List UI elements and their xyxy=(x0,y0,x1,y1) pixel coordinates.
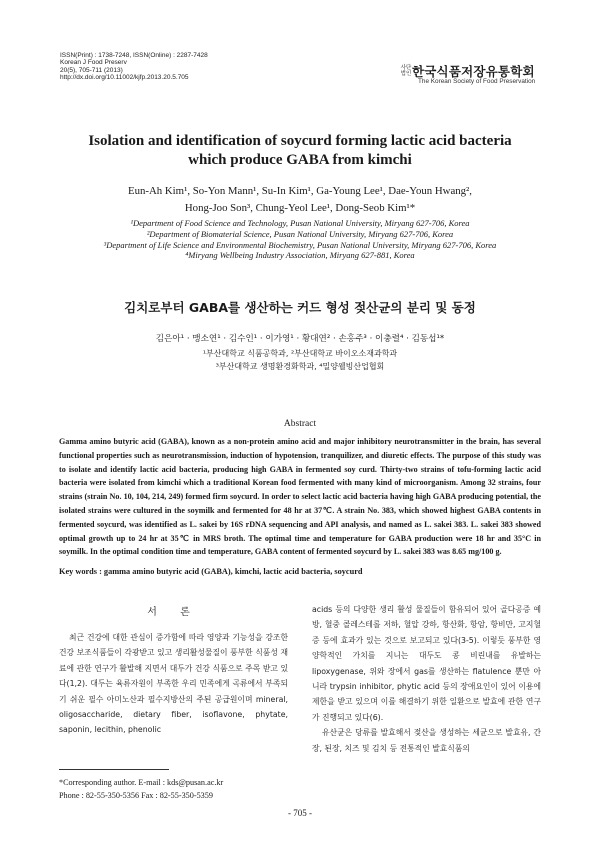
volume-line: 20(5), 705-711 (2013) xyxy=(60,66,123,74)
corresponding-phone: Phone : 82-55-350-5356 Fax : 82-55-350-5359 xyxy=(59,791,213,800)
intro-paragraph-1-cont: acids 등의 다양한 생리 활성 물질들이 함유되어 있어 골다공증 예방, 혈중 콜레스테롤 저하, 혈압 강하, 항산화, 항암, 항비만, 고지혈증 등에 효과가 있는 것으로 보고되고 있다(3-5). 이렇듯 풍부한 영양학적인 가치를 지니는 대두도 콩 비린내를 유발하는 lipoxygenase, 위와 장에서 gas를 생산하는 flatulence 뿐만 아니라 trypsin inhibitor, phytic acid 등의 장애요인이 있어 이용에 제한을 받고 있으며 이를 해결하기 위한 일환으로 발효에 관한 연구가 진행되고 있다(6). xyxy=(312,605,541,722)
intro-right-column xyxy=(312,602,541,756)
society-name-ko: 한국식품저장유통학회 xyxy=(412,64,535,79)
intro-paragraph-1: 최근 건강에 대한 관심이 증가함에 따라 영양과 기능성을 강조한 건강 보조식품들이 각광받고 있고 생리활성물질이 풍부한 식품성 재료에 관한 연구가 활발해 지면서 대두가 건강 식품으로 주목 받고 있다(1,2). 대두는 육류자원이 부족한 우리 민족에게 곡류에서 부족되기 쉬운 필수 아미노산과 필수지방산의 주된 공급원이며 mineral, oligosaccharide, dietary fiber, isoflavone, phytate, saponin, lecithin, phenolic xyxy=(59,633,288,735)
korean-authors: 김은아¹ · 맹소연¹ · 김수인¹ · 이가영¹ · 황대연² · 손홍주³ · 이충렬⁴ · 김동섭¹* xyxy=(155,334,445,344)
abstract-heading: Abstract xyxy=(283,419,317,429)
author-list xyxy=(40,183,560,217)
korean-affiliations xyxy=(40,347,560,373)
affiliation-3: ³Department of Life Science and Environmental Biochemistry, Pusan National University, Miryang 627-706, Korea xyxy=(103,239,497,250)
affiliation-2: ²Department of Biomaterial Science, Pusan National University, Miryang 627-706, Korea xyxy=(146,228,454,239)
society-mark: 사단 법인 xyxy=(400,65,412,77)
intro-paragraph-2: 유산균은 당류를 발효해서 젖산을 생성하는 세균으로 발효유, 간장, 된장, 치즈 및 김치 등 전통적인 발효식품의 xyxy=(312,728,541,753)
authors-line-2: Hong-Joo Son³, Chung-Yeol Lee¹, Dong-Seob Kim¹* xyxy=(184,202,416,214)
page-number: - 705 - xyxy=(288,808,312,818)
keywords: Key words : gamma amino butyric acid (GABA), kimchi, lactic acid bacteria, soycurd xyxy=(59,567,363,576)
journal-meta xyxy=(60,52,208,82)
affiliation-1: ¹Department of Food Science and Technology, Pusan National University, Miryang 627-706, Korea xyxy=(130,218,470,228)
intro-left-column xyxy=(59,630,288,738)
authors-line-1: Eun-Ah Kim¹, So-Yon Mann¹, Su-In Kim¹, Ga-Young Lee¹, Dae-Youn Hwang², xyxy=(128,185,472,197)
title-line-1: Isolation and identification of soycurd forming lactic acid bacteria xyxy=(88,133,512,149)
journal-name: Korean J Food Preserv xyxy=(60,59,127,67)
affiliation-4: ⁴Miryang Wellbeing Industry Association, Miryang 627-881, Korea xyxy=(185,250,415,261)
korean-title: 김치로부터 GABA를 생산하는 커드 형성 젖산균의 분리 및 동정 xyxy=(124,300,476,315)
corresponding-author xyxy=(59,776,223,802)
section-heading-introduction: 서 론 xyxy=(147,607,200,618)
doi-link[interactable]: http://dx.doi.org/10.11002/kjfp.2013.20.5.705 xyxy=(60,74,189,82)
issn-line: ISSN(Print) : 1738-7248, ISSN(Online) : 2287-7428 xyxy=(60,52,208,59)
affiliations xyxy=(40,218,560,261)
paper-title xyxy=(40,132,560,170)
korean-affiliation-line-2: ³부산대학교 생명환경화학과, ⁴밀양웰빙산업협회 xyxy=(215,362,385,371)
society-name-en: The Korean Society of Food Preservation xyxy=(418,78,536,85)
title-line-2: which produce GABA from kimchi xyxy=(188,152,412,168)
abstract-text: Gamma amino butyric acid (GABA), known as a non-protein amino acid and major inhibitory neurotransmitter in the brain, has several functional properties such as neurotransmission, induction of hypotension, tranquilizer, and diuretic effects. The purpose of this study was to isolate and identify lactic acid bacteria, producing high GABA in fermented soy curd. Thirty-two strains of tofu-forming lactic acid bacteria were isolated from kimchi which a traditional Korean food fermented with many kind of microorganism. Among 32 strains, four strains (strain No. 10, 104, 214, 249) formed firm soycurd. In order to select lactic acid bacteria having high GABA producing potential, the isolated strains were cultured in the soymilk and fermented for 48 hr at 37℃. A strain No. 383, which showed highest GABA contents in fermented soycurd, was identified as L. sakei by 16S rDNA sequencing and API analysis, and named as L. sakei 383. L. sakei 383 showed optimal growth up to 24 hr at 35℃ in MRS broth. The optimal time and temperature for GABA production were 18 hr and 35°C in soymilk. In the optimal condition time and temperature, GABA content of fermented soycurd by L. sakei 383 was 8.65 mg/100 g. xyxy=(59,437,541,557)
korean-affiliation-line-1: ¹부산대학교 식품공학과, ²부산대학교 바이오소재과학과 xyxy=(202,349,398,358)
corresponding-email: *Corresponding author. E-mail : kds@pusan.ac.kr xyxy=(59,778,224,787)
footnote-divider xyxy=(59,769,169,770)
